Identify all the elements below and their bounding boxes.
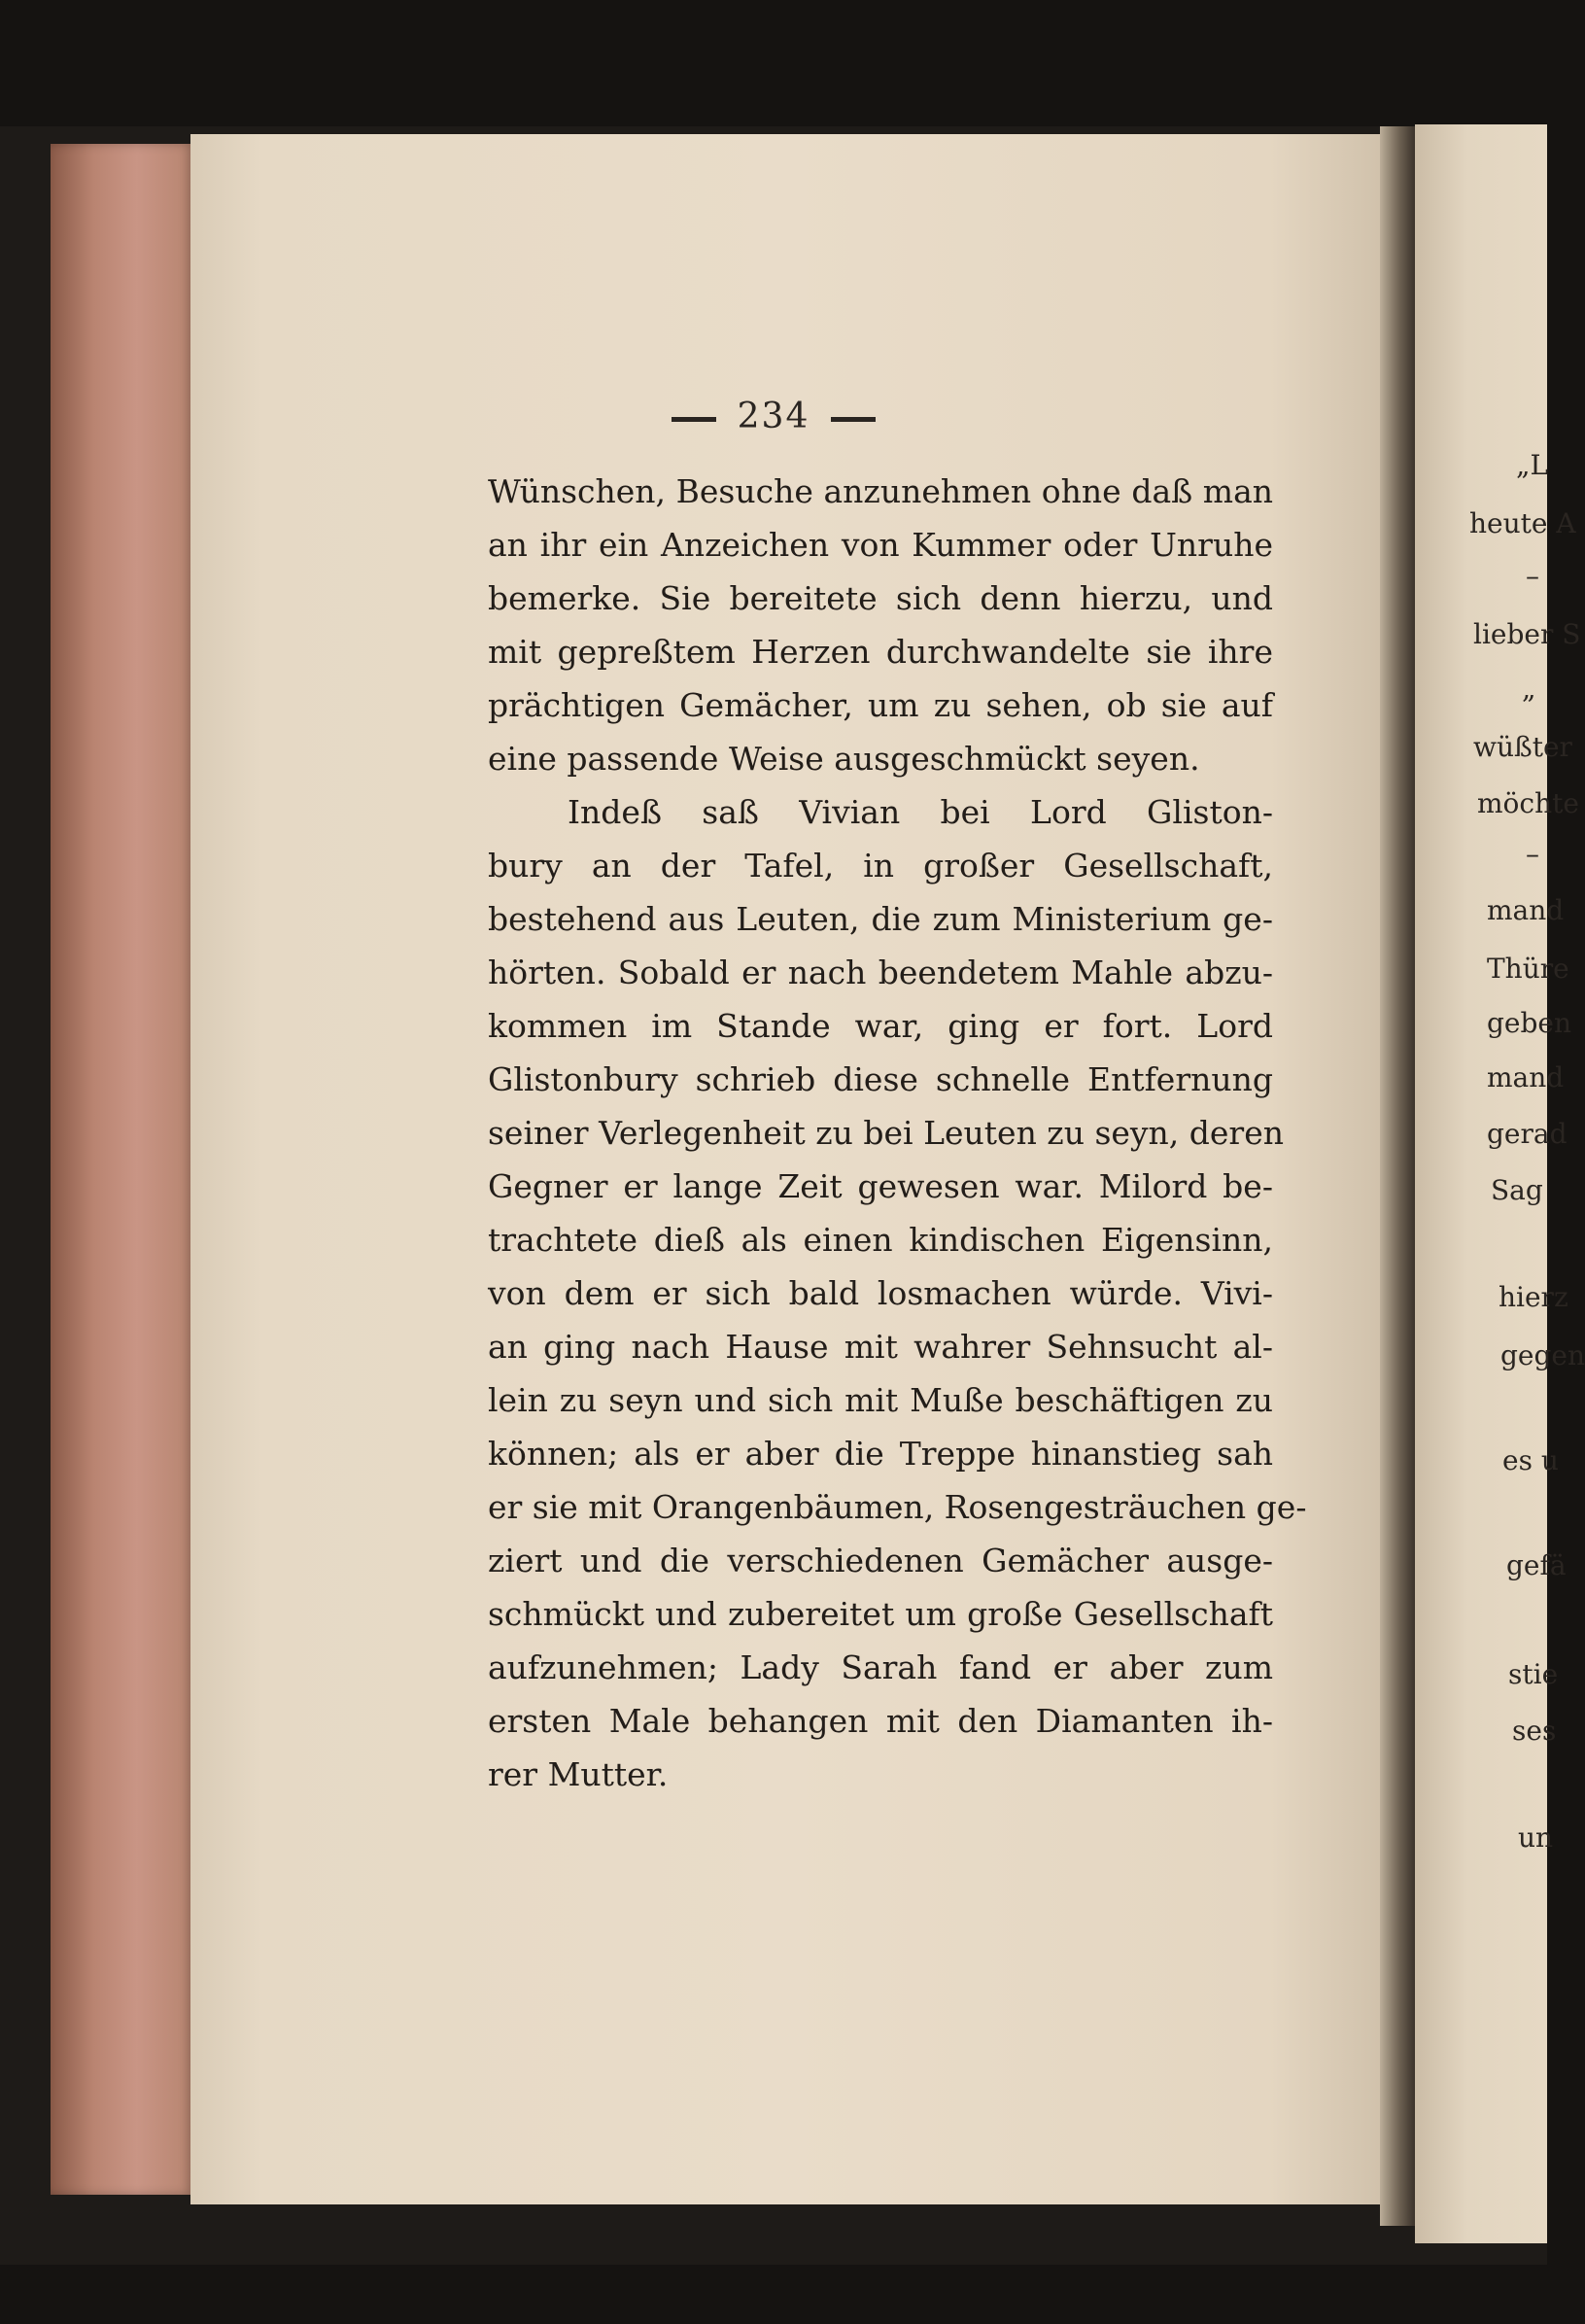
right-page-fragment: möchte xyxy=(1477,787,1579,819)
text-line: prächtigen Gemächer, um zu sehen, ob sie auf xyxy=(488,686,1273,724)
text-line: bestehend aus Leuten, die zum Ministerium ge- xyxy=(488,900,1273,938)
text-line: aufzunehmen; Lady Sarah fand er aber zum xyxy=(488,1648,1273,1686)
right-page-fragment: mand xyxy=(1487,1061,1565,1093)
right-page-fragment: un xyxy=(1518,1821,1554,1854)
page-number-dash-right xyxy=(831,417,876,422)
text-line: bemerke. Sie bereitete sich denn hierzu, und xyxy=(488,579,1273,617)
right-page-fragment: geben xyxy=(1487,1007,1572,1039)
text-line: eine passende Weise ausgeschmückt seyen. xyxy=(488,740,1200,778)
text-line: können; als er aber die Treppe hinanstieg sah xyxy=(488,1435,1273,1473)
right-page-fragment: gerad xyxy=(1487,1118,1568,1150)
text-line: Indeß saß Vivian bei Lord Gliston- xyxy=(568,793,1273,831)
text-line: Glistonbury schrieb diese schnelle Entfernung xyxy=(488,1060,1273,1098)
right-page-fragment: wüßter xyxy=(1473,731,1572,763)
text-line: trachtete dieß als einen kindischen Eigensinn, xyxy=(488,1221,1273,1259)
right-page-fragment: mand xyxy=(1487,894,1565,926)
text-line: an ihr ein Anzeichen von Kummer oder Unruhe xyxy=(488,526,1273,564)
right-page-fragment: gegen xyxy=(1500,1339,1585,1371)
right-page-fragment: heute A xyxy=(1469,507,1576,539)
right-page-fragment: ses xyxy=(1512,1715,1557,1747)
right-page-fragment: es u xyxy=(1502,1444,1559,1476)
right-page-fragment: stie xyxy=(1508,1658,1559,1690)
right-page-fragment: gefä xyxy=(1506,1549,1567,1581)
right-page-fragment: hierz xyxy=(1499,1281,1568,1313)
text-line: hörten. Sobald er nach beendetem Mahle abzu- xyxy=(488,954,1273,991)
text-line: Wünschen, Besuche anzunehmen ohne daß man xyxy=(488,472,1273,510)
text-line: von dem er sich bald losmachen würde. Vivi- xyxy=(488,1274,1273,1312)
page-number xyxy=(0,397,1547,436)
page-number-value: 234 xyxy=(737,397,810,436)
text-line: seiner Verlegenheit zu bei Leuten zu seyn, deren xyxy=(488,1114,1284,1152)
text-line: bury an der Tafel, in großer Gesellschaft, xyxy=(488,847,1273,885)
book-gutter xyxy=(1380,126,1415,2226)
body-text xyxy=(488,465,1307,1801)
text-line: lein zu seyn und sich mit Muße beschäftigen zu xyxy=(488,1381,1273,1419)
text-line: rer Mutter. xyxy=(488,1755,669,1793)
text-line: kommen im Stande war, ging er fort. Lord xyxy=(488,1007,1273,1045)
page-fore-edge xyxy=(51,144,194,2195)
text-line: Gegner er lange Zeit gewesen war. Milord be- xyxy=(488,1167,1273,1205)
text-line: an ging nach Hause mit wahrer Sehnsucht al- xyxy=(488,1328,1273,1366)
right-page-fragment: „ xyxy=(1522,673,1536,705)
page-number-dash-left xyxy=(672,417,716,422)
right-page-fragment: Thüre xyxy=(1487,953,1569,985)
right-page-fragment: lieber S xyxy=(1473,618,1581,650)
right-page-fragment: „L xyxy=(1516,449,1549,481)
text-line: mit gepreßtem Herzen durchwandelte sie ihre xyxy=(488,633,1273,671)
right-page-fragment: – xyxy=(1526,838,1539,870)
text-line: er sie mit Orangenbäumen, Rosengesträuchen ge- xyxy=(488,1488,1307,1526)
text-line: schmückt und zubereitet um große Gesellschaft xyxy=(488,1595,1273,1633)
text-line: ersten Male behangen mit den Diamanten ih- xyxy=(488,1702,1273,1740)
text-line: ziert und die verschiedenen Gemächer ausge- xyxy=(488,1542,1273,1579)
right-page-fragment: – xyxy=(1526,560,1539,592)
right-page-fragment: Sag xyxy=(1491,1174,1543,1206)
